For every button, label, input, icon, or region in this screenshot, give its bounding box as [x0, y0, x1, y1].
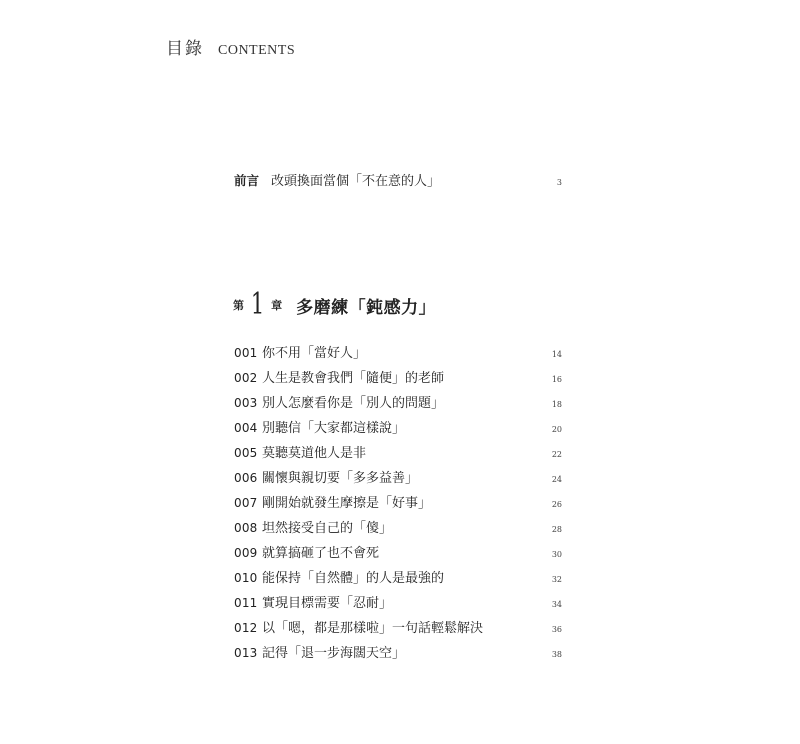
- entry-title: 實現目標需要「忍耐」: [262, 596, 393, 611]
- toc-heading-cjk: 目錄: [166, 39, 204, 59]
- entry-title: 以「嗯，都是那樣啦」一句話輕鬆解決: [262, 621, 484, 636]
- toc-entry[interactable]: [234, 467, 562, 492]
- chapter-suffix: 章: [271, 299, 283, 312]
- chapter-prefix: 第: [233, 299, 244, 312]
- entry-number: 001: [234, 346, 258, 360]
- entry-title: 剛開始就發生摩擦是「好事」: [262, 496, 432, 511]
- entry-title: 就算搞砸了也不會死: [262, 546, 380, 561]
- entry-page-number: 20: [551, 425, 562, 434]
- entry-page-number: 26: [551, 500, 562, 509]
- preface-page-number: 3: [556, 178, 562, 187]
- entry-number: 007: [234, 496, 258, 510]
- entry-title: 人生是教會我們「隨便」的老師: [262, 371, 445, 386]
- entry-title: 關懷與親切要「多多益善」: [262, 471, 419, 486]
- toc-entry[interactable]: [234, 592, 562, 617]
- entry-number: 004: [234, 421, 258, 435]
- entry-page-number: 30: [551, 550, 562, 559]
- entry-page-number: 14: [551, 350, 562, 359]
- entry-page-number: 22: [551, 450, 562, 459]
- entry-title: 別聽信「大家都這樣說」: [262, 421, 406, 436]
- entry-title: 別人怎麼看你是「別人的問題」: [262, 396, 445, 411]
- entry-title: 你不用「當好人」: [262, 346, 367, 361]
- toc-heading: [166, 34, 295, 59]
- toc-entry[interactable]: [234, 617, 562, 642]
- entry-number: 005: [234, 446, 258, 460]
- preface-entry[interactable]: [234, 170, 562, 189]
- entry-page-number: 32: [551, 575, 562, 584]
- entry-title: 坦然接受自己的「傻」: [262, 521, 393, 536]
- preface-tag: 前言: [234, 173, 260, 188]
- entry-title: 能保持「自然體」的人是最強的: [262, 571, 445, 586]
- chapter-heading: [233, 287, 437, 322]
- entry-number: 008: [234, 521, 258, 535]
- chapter-title: 多磨練「鈍感力」: [296, 297, 437, 318]
- chapter-number: 1: [250, 287, 265, 322]
- entry-page-number: 16: [551, 375, 562, 384]
- entry-title: 莫聽莫道他人是非: [262, 446, 367, 461]
- entry-number: 002: [234, 371, 258, 385]
- entry-number: 006: [234, 471, 258, 485]
- toc-entry-list: [234, 342, 562, 667]
- entry-number: 010: [234, 571, 258, 585]
- toc-entry[interactable]: [234, 642, 562, 667]
- entry-number: 011: [234, 596, 258, 610]
- entry-page-number: 38: [551, 650, 562, 659]
- preface-title: 改頭換面當個「不在意的人」: [271, 174, 441, 189]
- entry-page-number: 28: [551, 525, 562, 534]
- entry-page-number: 18: [551, 400, 562, 409]
- entry-page-number: 24: [551, 475, 562, 484]
- entry-number: 009: [234, 546, 258, 560]
- toc-entry[interactable]: [234, 392, 562, 417]
- toc-entry[interactable]: [234, 442, 562, 467]
- toc-entry[interactable]: [234, 367, 562, 392]
- toc-entry[interactable]: [234, 342, 562, 367]
- entry-title: 記得「退一步海闊天空」: [262, 646, 406, 661]
- toc-entry[interactable]: [234, 567, 562, 592]
- toc-entry[interactable]: [234, 417, 562, 442]
- entry-page-number: 36: [551, 625, 562, 634]
- toc-entry[interactable]: [234, 542, 562, 567]
- toc-entry[interactable]: [234, 517, 562, 542]
- toc-heading-en: CONTENTS: [218, 43, 296, 58]
- toc-entry[interactable]: [234, 492, 562, 517]
- entry-number: 003: [234, 396, 258, 410]
- entry-page-number: 34: [551, 600, 562, 609]
- entry-number: 012: [234, 621, 258, 635]
- entry-number: 013: [234, 646, 258, 660]
